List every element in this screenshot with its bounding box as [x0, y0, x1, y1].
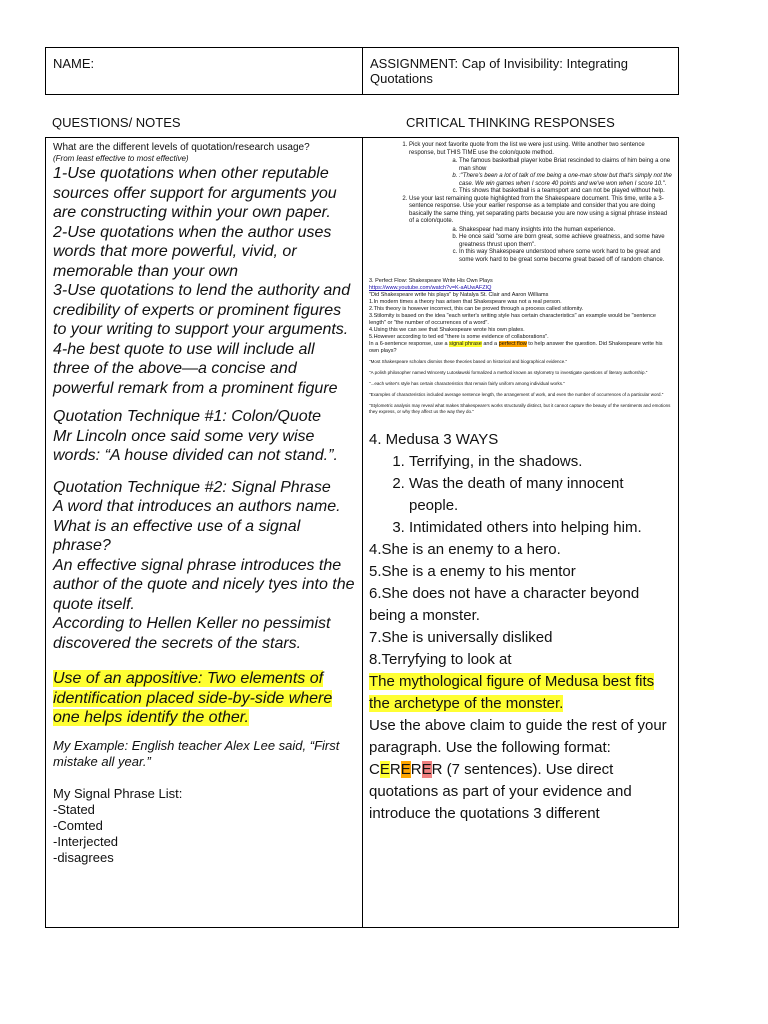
responses-1-2	[369, 142, 672, 264]
format-letter-r1: R	[389, 761, 401, 778]
quote-item: "Most Shakespeare scholars dismiss these theories based on historical and biographical evidence."	[369, 359, 568, 364]
header-table	[45, 47, 679, 95]
signal-list-title: My Signal Phrase List:	[53, 785, 183, 801]
signal-item: -Interjected	[53, 833, 119, 849]
perfect-flow-line: 2.This theory is however incorrect, this can be proved through a process called stilomity.	[369, 306, 584, 312]
format-letter-e3: E	[421, 761, 432, 778]
quote-item: "...each writer's style has certain characteristics that remain fairly uniform among individual works."	[369, 381, 565, 386]
level-4: 4-he best quote to use will include all three of the above—a concise and powerful remark from a prominent figure	[53, 340, 338, 397]
technique2-line-1: A word that introduces an authors name.	[53, 498, 341, 515]
quote-item: "Examples of characteristics included average sentence length, the arrangement of work, and even the number of occurrences of a particular word."	[369, 392, 664, 397]
left-column-title: QUESTIONS/ NOTES	[52, 115, 181, 130]
response-2-c: c. In this way Shakespeare understood where some work hard to be great and some work hard to be great some become great based off of random chance.	[459, 249, 672, 264]
medusa-point-5: 5.She is a enemy to his mentor	[369, 563, 576, 580]
levels-subtitle: (From least effective to most effective)	[53, 154, 189, 163]
level-1: 1-Use quotations when other reputable sources offer support for arguments you are constructing within your own paper.	[53, 165, 337, 221]
quote-item: "A polish philosopher named Wincenty Lutosławski formalized a method known as stylometry to investigate questions of literary authorship."	[369, 370, 648, 375]
paragraph-guide: Use the above claim to guide the rest of your paragraph. Use the following format: CERERER (7 sentences). Use direct quotations as part of your evidence and introduce the quotations 3 different	[369, 717, 667, 822]
appositive-definition: Use of an appositive: Two elements of identification placed side-by-side where one helps identify the other.	[53, 670, 333, 726]
signal-phrase-highlight: signal phrase	[449, 341, 482, 347]
perfect-flow-section	[369, 278, 672, 355]
technique1-example: Mr Lincoln once said some very wise words: “A house divided can not stand.”.	[53, 427, 338, 464]
response-1-c: c. This shows that basketball is a teamsport and can not be played without help.	[459, 188, 672, 196]
technique2-line-3: An effective signal phrase introduces the author of the quote and nicely tyes into the quote itself.	[53, 556, 355, 613]
perfect-flow-line: 1.In modern times a theory has arisen that Shakespeare was not a real person.	[369, 299, 562, 305]
video-link[interactable]: https://www.youtube.com/watch?v=K-aAUwAFZIQ	[369, 285, 492, 291]
response-2-b: b. He once said "some are born great, some achieve greatness, and some have greatness thrust upon them".	[459, 234, 672, 249]
medusa-claim: The mythological figure of Medusa best fits the archetype of the monster.	[369, 673, 655, 712]
notes-table	[45, 137, 679, 928]
level-2: 2-Use quotations when the author uses words that more powerful, vivid, or memorable than your own	[53, 223, 332, 280]
medusa-way-2: 2. Was the death of many innocent people.	[409, 473, 672, 517]
quote-item: "Stylometric analysis may reveal what makes Shakespeare's works structurally distinct, but it cannot capture the beauty of the sentiments and emotions they express, or why they affect us the way they do."	[369, 403, 671, 414]
assignment-title: ASSIGNMENT: Cap of Invisibility: Integrating Quotations	[370, 56, 628, 86]
perfect-flow-line: 5.However according to ted ed "there is some evidence of collaborations".	[369, 334, 549, 340]
response-1-b: b. :"There's been a lot of talk of me being a one-man show but that's simply not the case. We win games when I score 40 points and we've won when I score 10.".	[459, 173, 672, 188]
medusa-point-8: 8.Terryfying to look at	[369, 651, 512, 668]
shakespeare-quotes	[369, 359, 672, 415]
format-letter-r3: R	[431, 761, 443, 778]
level-3: 3-Use quotations to lend the authority and credibility of experts or prominent figures to your writing to support your arguments.	[53, 282, 351, 338]
perfect-flow-title: 3. Perfect Flow: Shakespeare Write His Own Plays	[369, 278, 493, 284]
perfect-flow-line: "Did Shakespeare write his plays" by Natalya St. Clair and Aaron Williams	[369, 292, 549, 298]
response-1-a: a. The famous basketball player kobe Briat rescinded to claims of him being a one man show	[459, 158, 672, 173]
technique1-title: Quotation Technique #1: Colon/Quote	[53, 408, 322, 425]
medusa-title: 4. Medusa 3 WAYS	[369, 431, 499, 448]
medusa-section	[369, 429, 672, 825]
signal-item: -Comted	[53, 817, 103, 833]
technique2-line-2: What is an effective use of a signal phrase?	[53, 517, 301, 554]
medusa-point-7: 7.She is universally disliked	[369, 629, 553, 646]
response-1: 1. Pick your next favorite quote from the list we were just using. Write another two sentence response, but THIS TIME use the colon/quote method. a. The famous basketball player kobe Briat rescinded to claims of him being a one man show b. :"There's been a lot of talk of me being a one-man show but that's simply not the case. We win games when I score 40 points and we've won when I score 10.". c. This shows that basketball is a teamsport and can not be played without help.	[409, 142, 672, 196]
format-letter-e2: E	[400, 761, 411, 778]
signal-item: -disagrees	[53, 849, 114, 865]
name-field[interactable]: NAME:	[46, 48, 363, 94]
medusa-way-1: 1. Terrifying, in the shadows.	[409, 451, 672, 473]
technique2-title: Quotation Technique #2: Signal Phrase	[53, 478, 331, 496]
perfect-flow-line: 3.Stilomity is based on the idea "each writer's writing style has certain characteristics" an example would be "sentence length" or "the number of occurrences of a word".	[369, 313, 656, 326]
my-example: My Example: English teacher Alex Lee said, “First mistake all year.”	[53, 737, 340, 769]
response-2-a: a. Shakespear had many insights into the human experience.	[459, 227, 672, 235]
perfect-flow-line: 4.Using this we can see that Shakespeare wrote his own plates.	[369, 327, 525, 333]
medusa-point-4: 4.She is an enemy to a hero.	[369, 541, 561, 558]
questions-notes-column	[46, 138, 363, 927]
levels-question: What are the different levels of quotation/research usage?	[53, 142, 310, 153]
medusa-point-6: 6.She does not have a character beyond being a monster.	[369, 585, 640, 624]
responses-column	[363, 138, 678, 927]
response-2: 2. Use your last remaining quote highlighted from the Shakespeare document. This time, write a 3-sentence response. Use your earlier response as a template and consider that you are doing basically the same thing, yet separating parts because you are now using a signal phrase instead of a colon/quote. a. Shakespear had many insights into the human experience. b. He once said "some are born great, some achieve greatness, and some have greatness thrust upon them". c. In this way Shakespeare understood where some work hard to be great and some work hard to be great some become great based off of random chance.	[409, 196, 672, 265]
perfect-flow-instructions: In a 6-sentence response, use a signal phrase and a perfect flow to help answer the question. Did Shakespeare write his own plays?	[369, 341, 663, 354]
format-letter-e1: E	[379, 761, 390, 778]
medusa-way-3: 3. Intimidated others into helping him.	[409, 517, 672, 539]
perfect-flow-highlight: perfect flow	[498, 341, 527, 347]
right-column-title: CRITICAL THINKING RESPONSES	[406, 115, 615, 130]
technique2-line-4: According to Hellen Keller no pessimist discovered the secrets of the stars.	[53, 615, 331, 652]
format-letter-r2: R	[410, 761, 422, 778]
signal-item: -Stated	[53, 801, 95, 817]
